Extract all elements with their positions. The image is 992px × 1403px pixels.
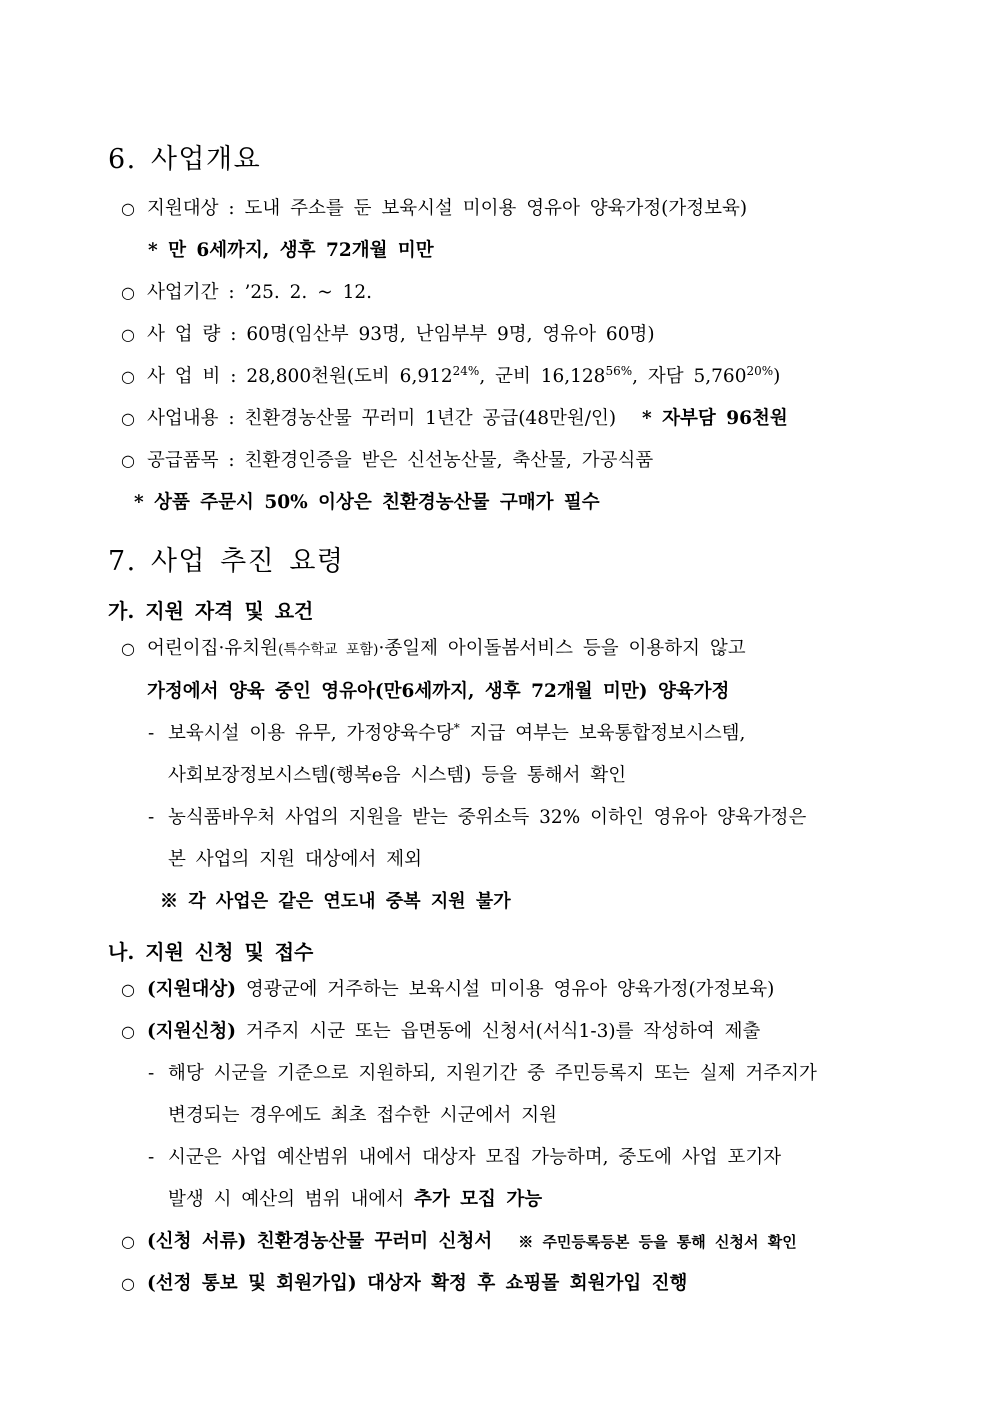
bullet-selection-notice xyxy=(108,1263,914,1305)
apply-method-label: (지원신청) xyxy=(147,1021,236,1042)
project-content-label: 사업내용 : 친환경농산물 꾸러미 1년간 공급(48만원/인) xyxy=(147,408,617,429)
childcare-check-pre: 보육시설 이용 유무, 가정양육수당 xyxy=(168,723,454,744)
apply-method-text xyxy=(147,1011,914,1053)
circle-bullet-icon: ○ xyxy=(121,367,135,386)
circle-bullet-icon: ○ xyxy=(121,980,135,999)
sub-b-heading: 나. 지원 신청 및 접수 xyxy=(108,940,314,964)
project-volume-text: 사 업 량 : 60명(임산부 93명, 난임부부 9명, 영유아 60명) xyxy=(147,324,655,345)
bullet-application-docs xyxy=(108,1221,914,1263)
circle-bullet-icon: ○ xyxy=(121,199,135,218)
qualification-text xyxy=(147,628,914,713)
voucher-exclusion-line1: 농식품바우처 사업의 지원을 받는 중위소득 32% 이하인 영유아 양육가정은 xyxy=(168,807,807,828)
voucher-exclusion-text xyxy=(168,797,914,881)
duplicate-support-note: ※ 각 사업은 같은 연도내 중복 지원 불가 xyxy=(160,891,511,912)
recruitment-rule-line2-bold: 추가 모집 가능 xyxy=(414,1189,543,1210)
sub-a-heading: 가. 지원 자격 및 요건 xyxy=(108,599,314,623)
voucher-exclusion-line2: 본 사업의 지원 대상에서 제외 xyxy=(168,849,422,870)
budget-suffix: ) xyxy=(773,366,781,387)
section-7-heading: 7. 사업 추진 요령 xyxy=(108,546,345,577)
bullet-project-budget xyxy=(108,356,914,398)
recruitment-rule-text xyxy=(168,1137,914,1221)
circle-bullet-icon: ○ xyxy=(121,451,135,470)
support-target-note: * 만 6세까지, 생후 72개월 미만 xyxy=(148,240,434,261)
self-payment-note: * 자부담 96천원 xyxy=(642,408,788,429)
dash-recruitment-rule xyxy=(148,1137,914,1221)
dash-residence-rule xyxy=(148,1053,914,1137)
circle-bullet-icon: ○ xyxy=(121,283,135,302)
residence-rule-text xyxy=(168,1053,914,1137)
order-requirement-note: * 상품 주문시 50% 이상은 친환경농산물 구매가 필수 xyxy=(134,492,600,513)
bullet-support-target xyxy=(108,188,914,230)
qualification-line1-pre: 어린이집·유치원 xyxy=(147,638,278,659)
budget-county-percent: 56% xyxy=(605,363,633,378)
supply-items-text: 공급품목 : 친환경인증을 받은 신선농산물, 축산물, 가공식품 xyxy=(147,450,654,471)
circle-bullet-icon: ○ xyxy=(121,1022,135,1041)
circle-bullet-icon: ○ xyxy=(121,325,135,344)
apply-target-label: (지원대상) xyxy=(147,979,236,1000)
circle-bullet-icon: ○ xyxy=(121,1274,135,1293)
recruitment-rule-line2 xyxy=(168,1179,914,1221)
childcare-check-post: 지급 여부는 보육통합정보시스템, xyxy=(459,723,746,744)
apply-target-text xyxy=(147,969,914,1011)
budget-mid2: , 자담 5,760 xyxy=(632,366,747,387)
docs-verification-note: ※ 주민등록등본 등을 통해 신청서 확인 xyxy=(518,1233,797,1251)
apply-target-rest: 영광군에 거주하는 보육시설 미이용 영유아 양육가정(가정보육) xyxy=(236,979,775,1000)
budget-mid1: , 군비 16,128 xyxy=(479,366,606,387)
childcare-check-line2: 사회보장정보시스템(행복e음 시스템) 등을 통해서 확인 xyxy=(168,765,627,786)
dash-voucher-exclusion xyxy=(148,797,914,881)
application-docs-label: (신청 서류) 친환경농산물 꾸러미 신청서 xyxy=(147,1231,493,1252)
bullet-project-content xyxy=(108,398,914,440)
qualification-line1-small: (특수학교 포함) xyxy=(277,642,379,658)
section-6-heading: 6. 사업개요 xyxy=(108,144,262,175)
bullet-project-volume xyxy=(108,314,914,356)
recruitment-rule-line1: 시군은 사업 예산범위 내에서 대상자 모집 가능하며, 중도에 사업 포기자 xyxy=(168,1147,782,1168)
bullet-apply-target xyxy=(108,969,914,1011)
allowance-footnote-mark: * xyxy=(453,720,460,735)
dash-bullet-icon: - xyxy=(148,1147,155,1168)
dash-bullet-icon: - xyxy=(148,807,155,828)
apply-method-rest: 거주지 시군 또는 읍면동에 신청서(서식1-3)를 작성하여 제출 xyxy=(236,1021,761,1042)
dash-bullet-icon: - xyxy=(148,1063,155,1084)
budget-province-percent: 24% xyxy=(452,363,480,378)
project-budget-text xyxy=(147,356,914,398)
childcare-check-text xyxy=(168,713,914,797)
application-docs-text xyxy=(147,1221,914,1263)
budget-prefix: 사 업 비 : 28,800천원(도비 6,912 xyxy=(147,366,453,387)
childcare-check-line1 xyxy=(168,713,914,755)
project-content-text xyxy=(147,398,914,440)
bullet-project-period xyxy=(108,272,914,314)
bullet-supply-items xyxy=(108,440,914,482)
qualification-line1-post: ·종일제 아이돌봄서비스 등을 이용하지 않고 xyxy=(378,638,746,659)
bullet-qualification xyxy=(108,628,914,713)
budget-self-percent: 20% xyxy=(746,363,774,378)
bullet-apply-method xyxy=(108,1011,914,1053)
residence-rule-line1: 해당 시군을 기준으로 지원하되, 지원기간 중 주민등록지 또는 실제 거주지가 xyxy=(168,1063,817,1084)
recruitment-rule-line2-pre: 발생 시 예산의 범위 내에서 xyxy=(168,1189,414,1210)
qualification-line1 xyxy=(147,628,914,671)
circle-bullet-icon: ○ xyxy=(121,409,135,428)
qualification-line2: 가정에서 양육 중인 영유아(만6세까지, 생후 72개월 미만) 양육가정 xyxy=(147,681,730,702)
circle-bullet-icon: ○ xyxy=(121,639,135,658)
project-period-text: 사업기간 : ’25. 2. ~ 12. xyxy=(147,282,372,303)
circle-bullet-icon: ○ xyxy=(121,1232,135,1251)
dash-bullet-icon: - xyxy=(148,723,155,744)
residence-rule-line2: 변경되는 경우에도 최초 접수한 시군에서 지원 xyxy=(168,1105,557,1126)
support-target-text: 지원대상 : 도내 주소를 둔 보육시설 미이용 영유아 양육가정(가정보육) xyxy=(147,198,748,219)
selection-notice-text: (선정 통보 및 회원가입) 대상자 확정 후 쇼핑몰 회원가입 진행 xyxy=(147,1273,688,1294)
dash-childcare-check xyxy=(148,713,914,797)
